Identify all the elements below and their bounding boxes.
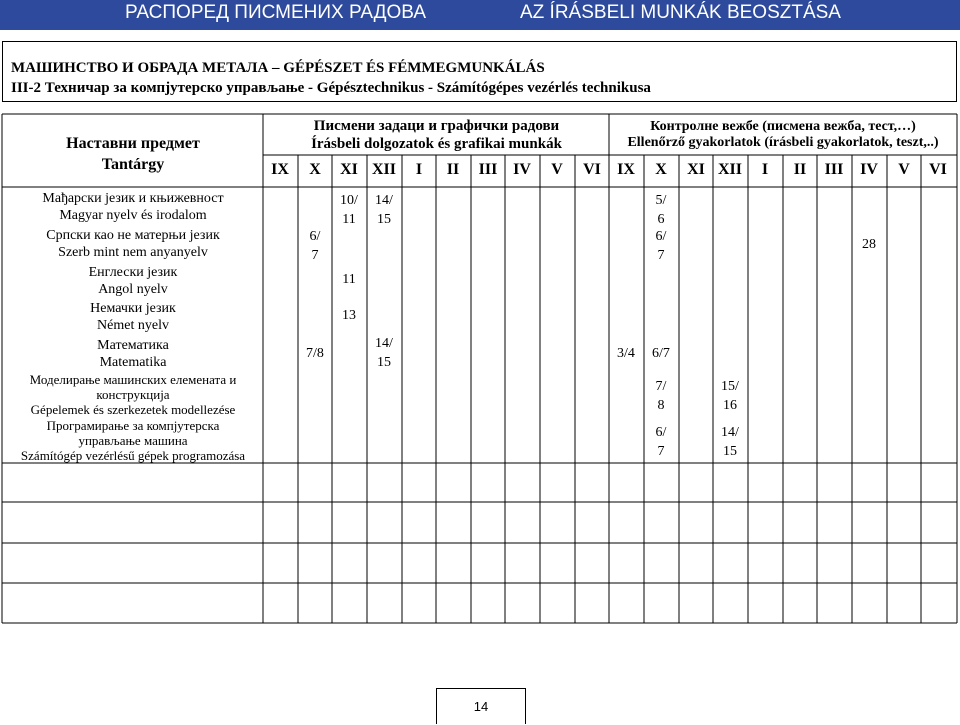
subject-german bbox=[2, 300, 264, 334]
subject-name-hungarian: Számítógép vezérlésű gépek programozása bbox=[20, 448, 246, 463]
month-header: VI bbox=[583, 161, 601, 178]
control-header-hungarian: Ellenőrző gyakorlatok (írásbeli gyakorlatok, teszt,..) bbox=[627, 135, 939, 150]
banner-title-hungarian: AZ ÍRÁSBELI MUNKÁK BEOSZTÁSA bbox=[520, 2, 841, 23]
schedule-cell: 13 bbox=[342, 308, 356, 323]
schedule-cell: 28 bbox=[862, 237, 876, 252]
cell-value: 11 bbox=[342, 212, 356, 227]
subject-name-hungarian: Szerb mint nem anyanyelv bbox=[58, 245, 208, 260]
month-header: III bbox=[824, 161, 844, 178]
cell-value: 6/ bbox=[655, 425, 667, 440]
schedule-cell: 6/7 bbox=[652, 346, 670, 361]
subject-name-serbian: Математика bbox=[97, 338, 169, 353]
cell-value: 14/ bbox=[375, 336, 393, 351]
month-header: XI bbox=[340, 161, 358, 178]
subject-serbian-language bbox=[2, 227, 264, 261]
subject-name-hungarian: Angol nyelv bbox=[98, 282, 168, 297]
schedule-cell: 3/4 bbox=[617, 346, 635, 361]
subject-name-hungarian: Gépelemek és szerkezetek modellezése bbox=[30, 402, 236, 417]
subject-name-serbian-cont: управљање машина bbox=[78, 433, 188, 448]
subject-name-hungarian: Matematika bbox=[99, 355, 167, 370]
subject-header-serbian: Наставни предмет bbox=[66, 135, 200, 152]
subject-header-hungarian: Tantárgy bbox=[101, 156, 165, 173]
month-header: XII bbox=[371, 161, 396, 178]
subject-name-hungarian: Magyar nyelv és irodalom bbox=[59, 208, 207, 223]
subject-name-serbian-cont: конструкција bbox=[96, 387, 170, 402]
month-header: II bbox=[446, 161, 460, 178]
subject-name-serbian: Енглески језик bbox=[88, 265, 178, 280]
written-tasks-header bbox=[263, 117, 610, 153]
control-header-serbian: Контролне вежбе (писмена вежба, тест,…) bbox=[650, 119, 916, 134]
cell-value: 15/ bbox=[721, 379, 739, 394]
month-header: XI bbox=[687, 161, 705, 178]
month-header: II bbox=[793, 161, 807, 178]
subject-name-serbian: Моделирање машинских елемената и bbox=[29, 372, 237, 387]
written-header-hungarian: Írásbeli dolgozatok és grafikai munkák bbox=[311, 136, 562, 152]
subject-english bbox=[2, 264, 264, 298]
cell-value: 14/ bbox=[375, 193, 393, 208]
month-header: V bbox=[551, 161, 563, 178]
month-header: XII bbox=[717, 161, 742, 178]
month-header: I bbox=[761, 161, 769, 178]
schedule-cell bbox=[332, 191, 366, 229]
schedule-cell bbox=[367, 191, 401, 229]
cell-value: 6/ bbox=[309, 229, 321, 244]
cell-value: 5/ bbox=[655, 193, 667, 208]
page-number: 14 bbox=[436, 688, 526, 724]
schedule-cell bbox=[644, 191, 678, 229]
cell-value: 16 bbox=[723, 398, 737, 413]
schedule-cell bbox=[713, 423, 747, 461]
cell-value: 15 bbox=[723, 444, 737, 459]
schedule-cell: 11 bbox=[342, 272, 356, 287]
schedule-cell: 7/8 bbox=[306, 346, 324, 361]
subject-name-serbian: Мађарски језик и књижевност bbox=[42, 191, 224, 206]
month-header: I bbox=[415, 161, 423, 178]
program-title: МАШИНСТВО И ОБРАДА МЕТАЛА – GÉPÉSZET ÉS FÉMMEGMUNKÁLÁS bbox=[11, 60, 545, 76]
subject-mathematics bbox=[2, 337, 264, 371]
subject-name-hungarian: Német nyelv bbox=[97, 318, 169, 333]
schedule-cell bbox=[644, 227, 678, 265]
month-header: III bbox=[478, 161, 498, 178]
month-header: IX bbox=[271, 161, 289, 178]
subject-column-header bbox=[2, 133, 264, 175]
month-header: IX bbox=[617, 161, 635, 178]
subject-cnc-programming bbox=[2, 418, 264, 463]
cell-value: 7 bbox=[657, 248, 665, 263]
cell-value: 8 bbox=[657, 398, 665, 413]
cell-value: 6 bbox=[657, 212, 665, 227]
month-header: IV bbox=[513, 161, 531, 178]
schedule-cell bbox=[644, 423, 678, 461]
schedule-cell bbox=[298, 227, 332, 265]
schedule-cell bbox=[367, 334, 401, 372]
month-header: IV bbox=[860, 161, 878, 178]
schedule-cell bbox=[644, 377, 678, 415]
cell-value: 10/ bbox=[340, 193, 358, 208]
month-header: X bbox=[655, 161, 667, 178]
banner-title-serbian: РАСПОРЕД ПИСМЕНИХ РАДОВА bbox=[125, 2, 427, 23]
control-exercises-header bbox=[609, 119, 957, 151]
subject-name-serbian: Српски као не матерњи језик bbox=[46, 228, 220, 243]
month-header: V bbox=[898, 161, 910, 178]
cell-value: 6/ bbox=[655, 229, 667, 244]
month-header: VI bbox=[929, 161, 947, 178]
cell-value: 7 bbox=[657, 444, 665, 459]
program-subtitle: III-2 Техничар за компјутерско управљање - Gépésztechnikus - Számítógépes vezérlés technikusa bbox=[11, 80, 651, 96]
subject-name-serbian: Програмирање за компјутерска bbox=[46, 418, 220, 433]
cell-value: 15 bbox=[377, 355, 391, 370]
subject-hungarian-language bbox=[2, 190, 264, 224]
subject-machine-elements-modeling bbox=[2, 372, 264, 417]
subject-name-serbian: Немачки језик bbox=[90, 301, 176, 316]
month-header: X bbox=[309, 161, 321, 178]
cell-value: 15 bbox=[377, 212, 391, 227]
cell-value: 7/ bbox=[655, 379, 667, 394]
written-header-serbian: Писмени задаци и графички радови bbox=[313, 118, 560, 134]
cell-value: 7 bbox=[311, 248, 319, 263]
cell-value: 14/ bbox=[721, 425, 739, 440]
schedule-cell bbox=[713, 377, 747, 415]
